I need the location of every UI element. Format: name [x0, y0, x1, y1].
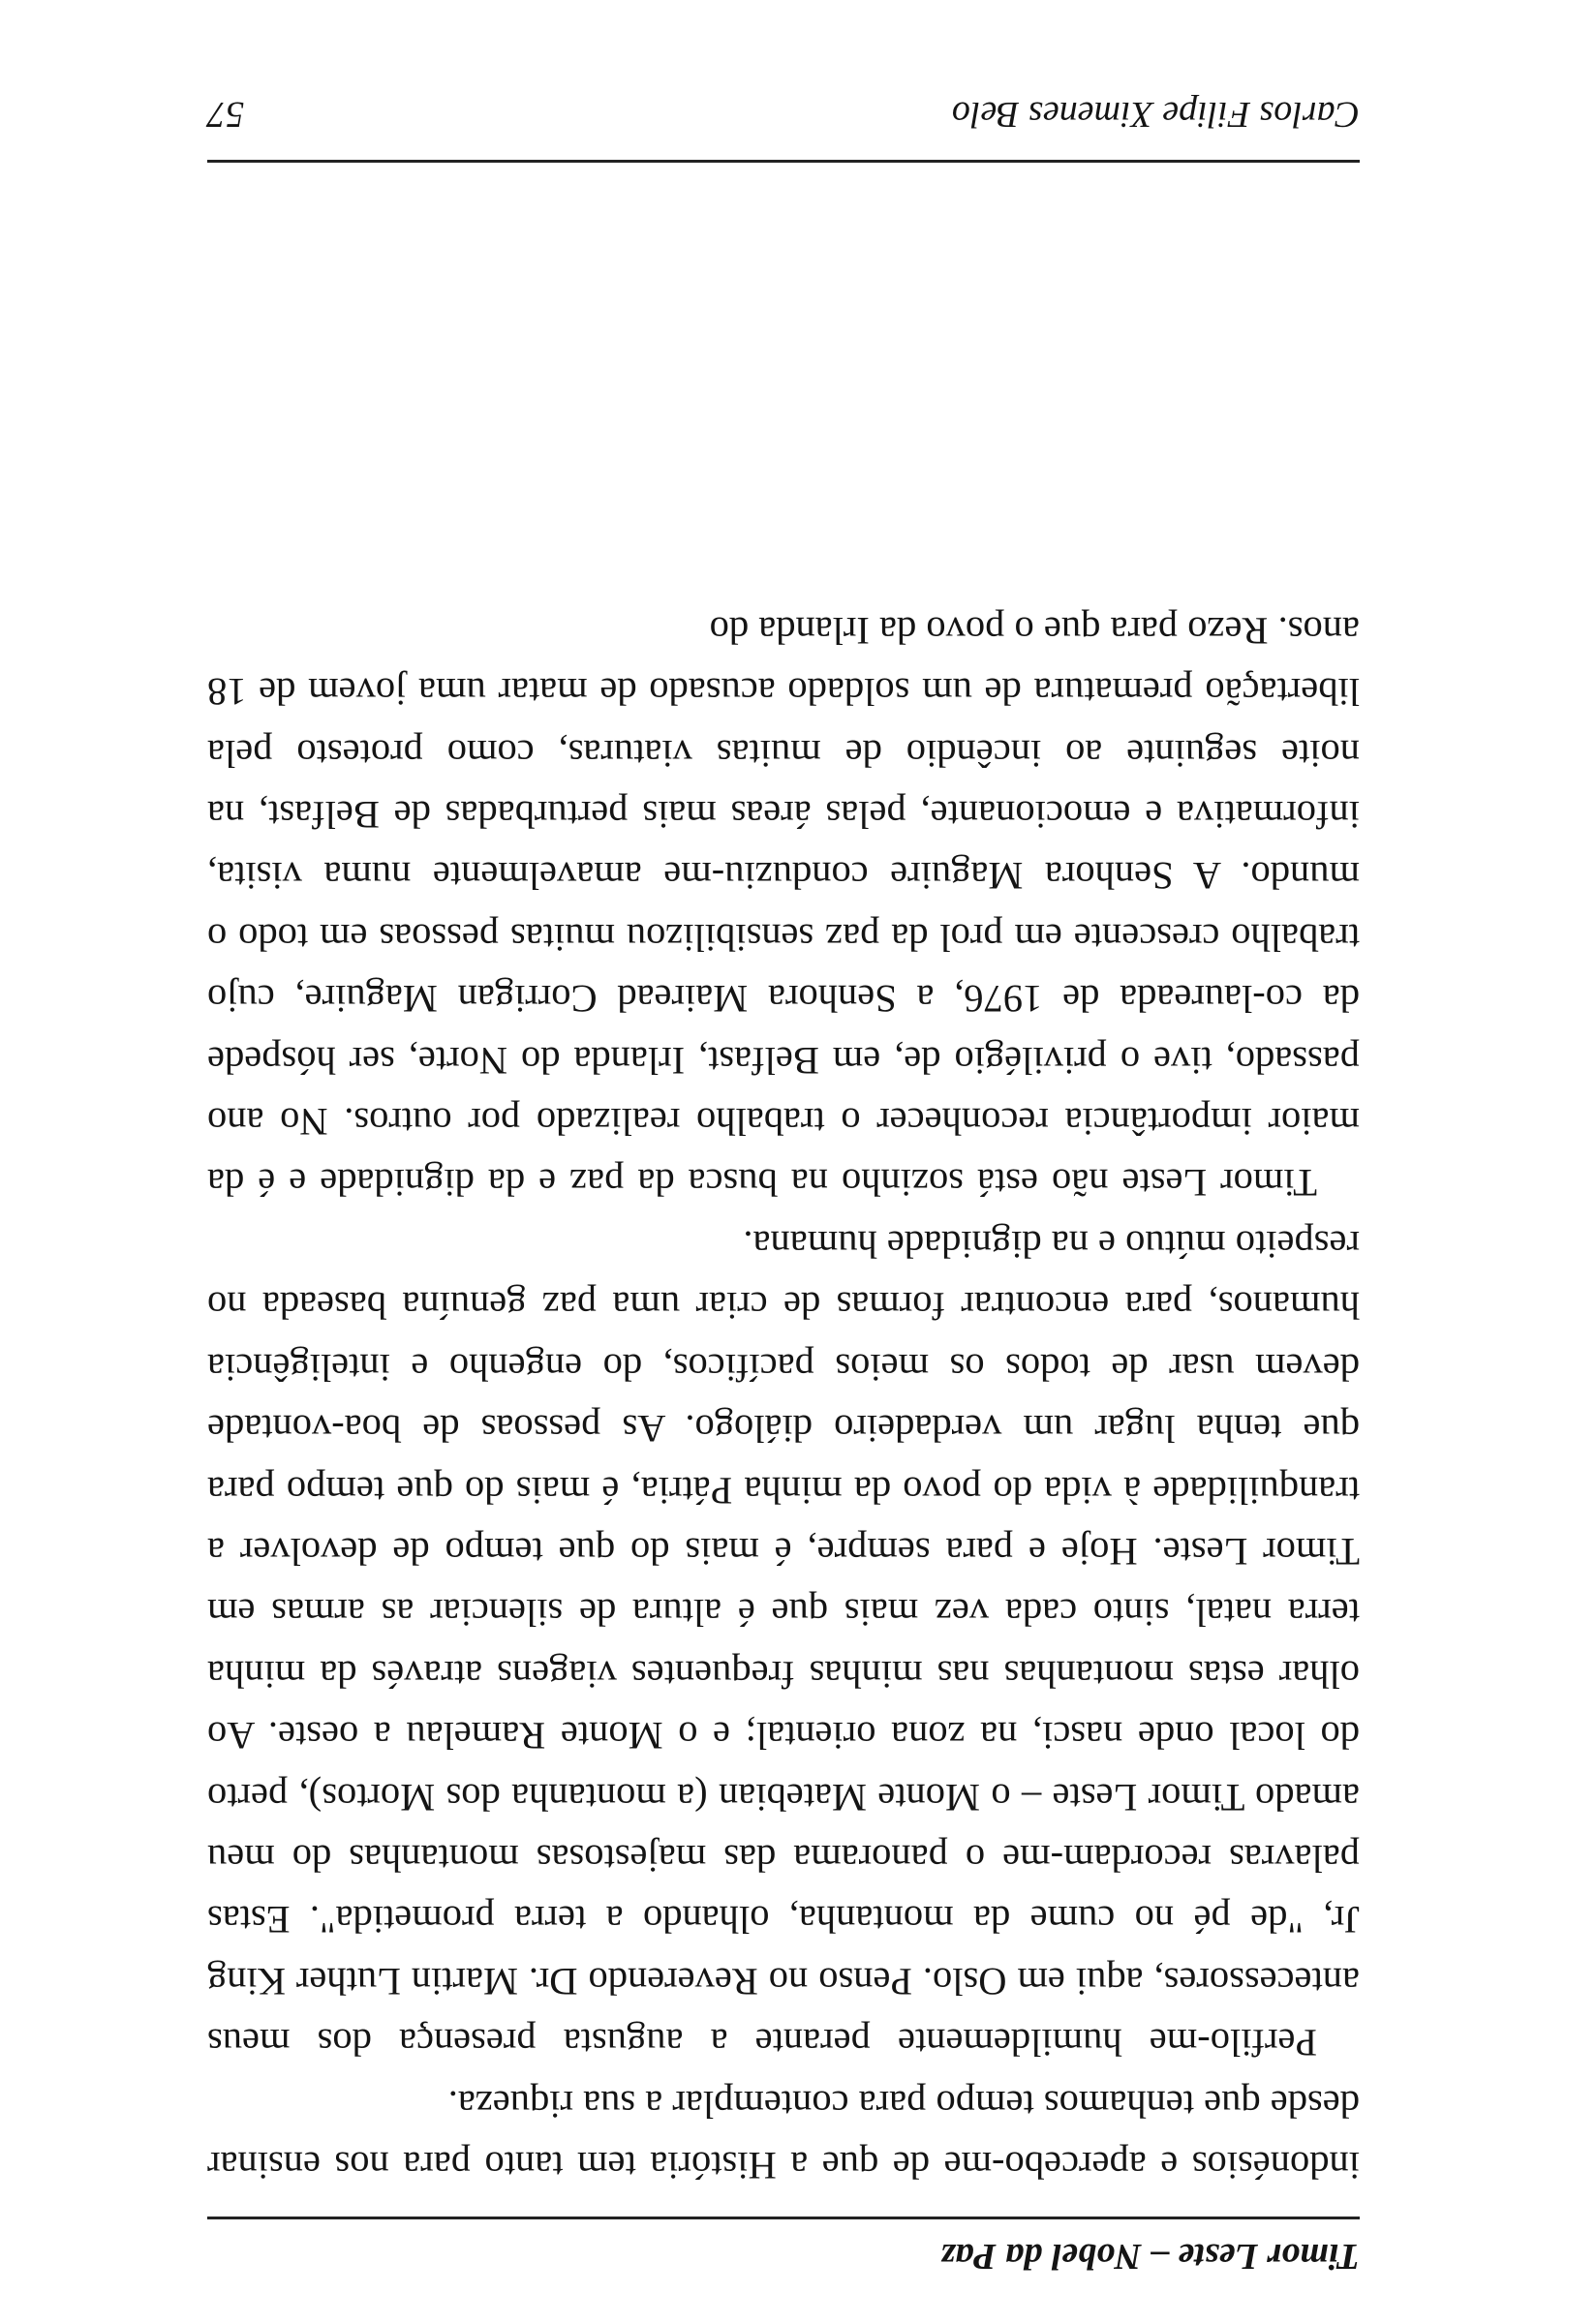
- author-name: Carlos Filipe Ximenes Belo: [951, 94, 1360, 135]
- paragraph: Perfilo-me humildemente perante a augusta presença dos meus antecessores, aqui em Oslo. Penso no Reverendo Dr. Martin Luther King Jr, "de pé no cume da montanha, olhando a terra prometida". Estas palavras recordam-me o panorama das majestosas montanhas do meu amado Timor Leste – o Monte Matebian (a montanha dos Mortos), perto do local onde nasci, na zona oriental; e o Monte Ramelau a oeste. Ao olhar estas montanhas nas minhas frequentes viagens através da minha terra natal, sinto cada vez mais que é altura de silenciar as armas em Timor Leste. Hoje e para sempre, é mais do que tempo de devolver a tranquilidade à vida do povo da minha Pátria, é mais do que tempo para que tenha lugar um verdadeiro diálogo. As pessoas de boa-vontade devem usar de todos os meios pacíficos, do engenho e inteligência humanos, para encontrar formas de criar uma paz genuína baseada no respeito mútuo e na dignidade humana.: [207, 1222, 1360, 2065]
- text-block: [207, 599, 1360, 2196]
- header-rule: [207, 2217, 1360, 2219]
- footer-rule: [207, 160, 1360, 163]
- book-title: Timor Leste – Nobel da Paz: [940, 2236, 1360, 2277]
- paragraph: Timor Leste não está sozinho na busca da paz e da dignidade e é da maior importância reconhecer o trabalho realizado por outros. No ano passado, tive o privilégio de, em Belfast, Irlanda do Norte, ser hóspede da co-laureada de 1976, a Senhora Mairead Corrigan Maguire, cujo trabalho crescente em prol da paz sensibilizou muitas pessoas em todo o mundo. A Senhora Maguire conduziu-me amavelmente numa visita, informativa e emocionante, pelas áreas mais perturbadas de Belfast, na noite seguinte ao incêndio de muitas viaturas, como protesto pela libertação prematura de um soldado acusado de matar uma jovem de 18 anos. Rezo para que o povo da Irlanda do: [207, 608, 1360, 1206]
- paragraph: indonésios e apercebo-me de que a História tem tanto para nos ensinar desde que tenhamos tempo para contemplar a sua riqueza.: [207, 2082, 1360, 2187]
- page-number: 57: [207, 94, 244, 135]
